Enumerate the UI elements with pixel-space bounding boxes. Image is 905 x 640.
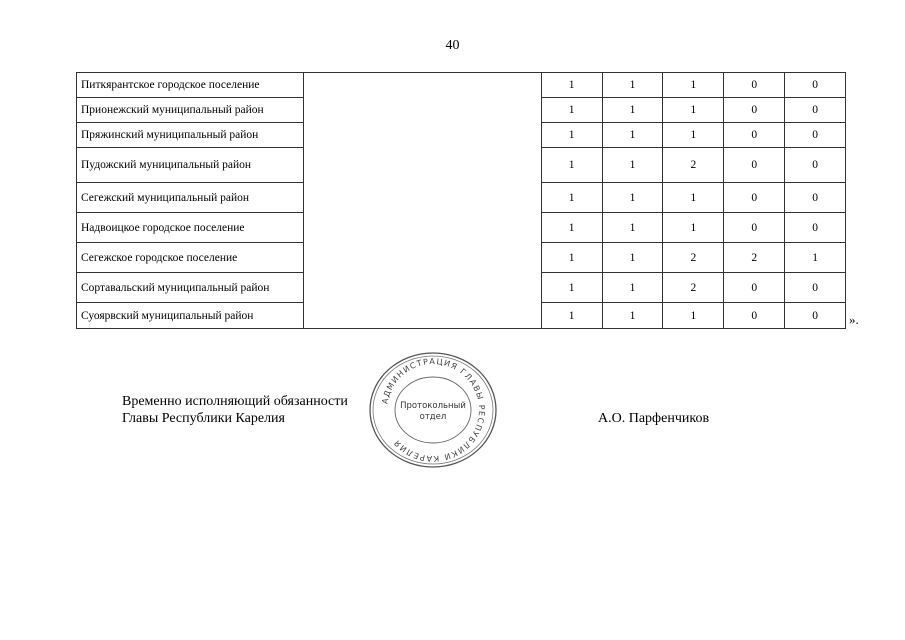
stamp-ring-text: АДМИНИСТРАЦИЯ ГЛАВЫ РЕСПУБЛИКИ КАРЕЛИЯ [380,356,487,464]
value-cell: 0 [785,213,846,243]
closing-quote: ». [849,312,859,327]
empty-merged-cell [303,73,541,329]
value-cell: 1 [663,98,724,123]
stamp-center-line2: отдел [419,412,447,422]
value-cell: 1 [602,213,663,243]
municipality-name: Питкярантское городское поселение [77,73,304,98]
value-cell: 1 [602,273,663,303]
value-cell: 1 [663,123,724,148]
value-cell: 1 [541,243,602,273]
value-cell: 1 [602,243,663,273]
value-cell: 0 [724,183,785,213]
signatory-title-line1: Временно исполняющий обязанности [122,394,348,409]
page-number: 40 [445,38,460,53]
value-cell: 1 [541,273,602,303]
value-cell: 1 [602,148,663,183]
value-cell: 1 [541,183,602,213]
municipality-name: Надвоицкое городское поселение [77,213,304,243]
value-cell: 1 [541,303,602,329]
signatory-title-line2: Главы Республики Карелия [122,411,285,426]
stamp-center-line1: Протокольный [400,401,466,411]
value-cell: 0 [724,213,785,243]
value-cell: 1 [602,183,663,213]
value-cell: 0 [785,183,846,213]
value-cell: 0 [724,123,785,148]
value-cell: 0 [785,123,846,148]
value-cell: 1 [663,213,724,243]
official-stamp [368,351,498,469]
value-cell: 2 [663,243,724,273]
data-table [76,72,846,329]
value-cell: 2 [663,273,724,303]
value-cell: 0 [724,98,785,123]
table-row [77,73,846,98]
value-cell: 1 [663,73,724,98]
value-cell: 0 [785,303,846,329]
value-cell: 1 [602,73,663,98]
value-cell: 1 [785,243,846,273]
value-cell: 1 [541,148,602,183]
signatory-name: А.О. Парфенчиков [598,411,710,426]
value-cell: 0 [724,73,785,98]
value-cell: 1 [663,183,724,213]
value-cell: 1 [663,303,724,329]
municipality-name: Пудожский муниципальный район [77,148,304,183]
value-cell: 0 [724,273,785,303]
value-cell: 1 [541,73,602,98]
municipality-name: Пряжинский муниципальный район [77,123,304,148]
value-cell: 0 [724,148,785,183]
value-cell: 1 [602,123,663,148]
value-cell: 1 [541,98,602,123]
municipality-name: Прионежский муниципальный район [77,98,304,123]
value-cell: 1 [541,213,602,243]
value-cell: 0 [785,73,846,98]
value-cell: 1 [602,303,663,329]
value-cell: 0 [785,273,846,303]
value-cell: 2 [724,243,785,273]
municipality-name: Сегежское городское поселение [77,243,304,273]
municipality-name: Сегежский муниципальный район [77,183,304,213]
value-cell: 0 [724,303,785,329]
municipality-name: Сортавальский муниципальный район [77,273,304,303]
value-cell: 1 [602,98,663,123]
municipality-name: Суоярвский муниципальный район [77,303,304,329]
value-cell: 0 [785,98,846,123]
value-cell: 2 [663,148,724,183]
value-cell: 1 [541,123,602,148]
value-cell: 0 [785,148,846,183]
